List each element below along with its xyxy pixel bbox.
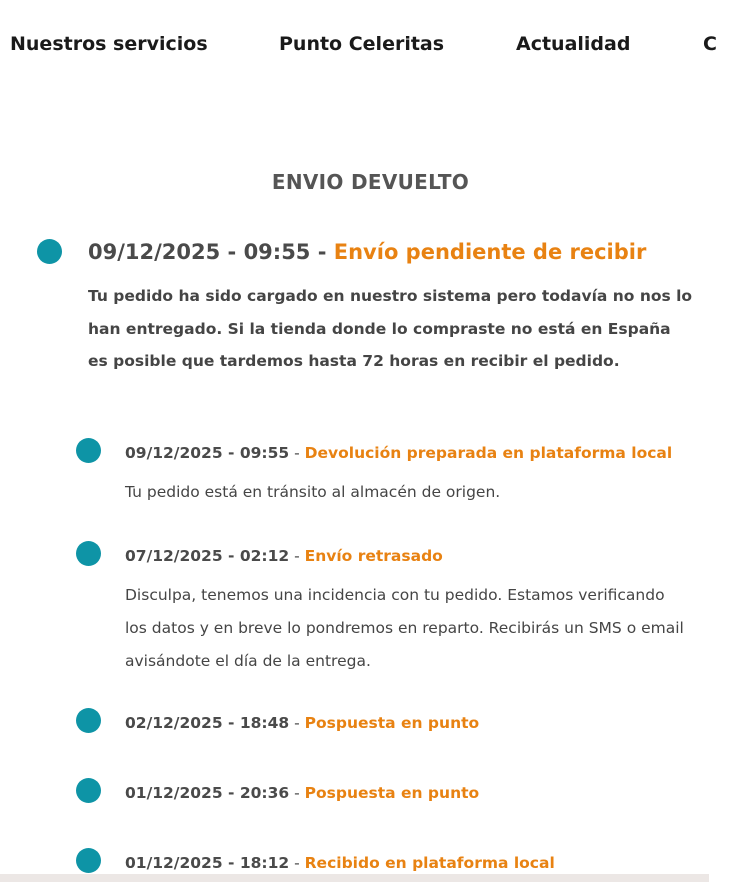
event-heading (125, 547, 443, 565)
event-status: Pospuesta en punto (304, 784, 480, 802)
top-navigation (0, 0, 717, 90)
event-datetime: 02/12/2025 - 18:48 (125, 714, 290, 732)
event-status: Devolución preparada en plataforma local (304, 444, 673, 462)
event-description: Tu pedido está en tránsito al almacén de origen. (125, 483, 501, 501)
timeline-dot (76, 541, 101, 566)
event-status: Envío retrasado (304, 547, 443, 565)
event-status: Envío pendiente de recibir (333, 240, 647, 264)
event-separator: - (289, 854, 305, 872)
nav-item-nuestros-servicios[interactable]: Nuestros servicios (10, 33, 208, 55)
page-title: ENVIO DEVUELTO (271, 170, 470, 194)
event-separator: - (289, 444, 305, 462)
event-heading (125, 854, 555, 872)
main-event-heading (88, 240, 646, 264)
nav-item-actualidad[interactable]: Actualidad (516, 33, 631, 55)
event-status: Recibido en plataforma local (304, 854, 555, 872)
event-datetime: 07/12/2025 - 02:12 (125, 547, 290, 565)
nav-item-punto-celeritas[interactable]: Punto Celeritas (279, 33, 445, 55)
timeline-dot (76, 778, 101, 803)
event-separator: - (289, 547, 305, 565)
event-heading (125, 784, 479, 802)
event-status: Pospuesta en punto (304, 714, 480, 732)
timeline-dot (76, 848, 101, 873)
main-event-description: Tu pedido ha sido cargado en nuestro sistema pero todavía no nos lo han entregado. Si la tienda donde lo compraste no está en España es posible que tardemos hasta 72 horas en recibir el pedido. (88, 287, 693, 370)
event-separator: - (310, 240, 334, 264)
event-datetime: 09/12/2025 - 09:55 (88, 240, 311, 264)
event-separator: - (289, 784, 305, 802)
event-separator: - (289, 714, 305, 732)
bottom-edge-bar (0, 874, 709, 882)
event-description: Disculpa, tenemos una incidencia con tu pedido. Estamos verificando los datos y en breve lo pondremos en reparto. Recibirás un SMS o email avisándote el día de la entrega. (125, 586, 684, 670)
nav-item-truncated[interactable]: C (703, 33, 717, 55)
timeline-dot (76, 708, 101, 733)
event-heading (125, 714, 479, 732)
event-heading (125, 444, 672, 462)
timeline-dot (76, 438, 101, 463)
event-datetime: 01/12/2025 - 20:36 (125, 784, 290, 802)
event-datetime: 09/12/2025 - 09:55 (125, 444, 290, 462)
event-datetime: 01/12/2025 - 18:12 (125, 854, 290, 872)
timeline-dot (37, 239, 62, 264)
